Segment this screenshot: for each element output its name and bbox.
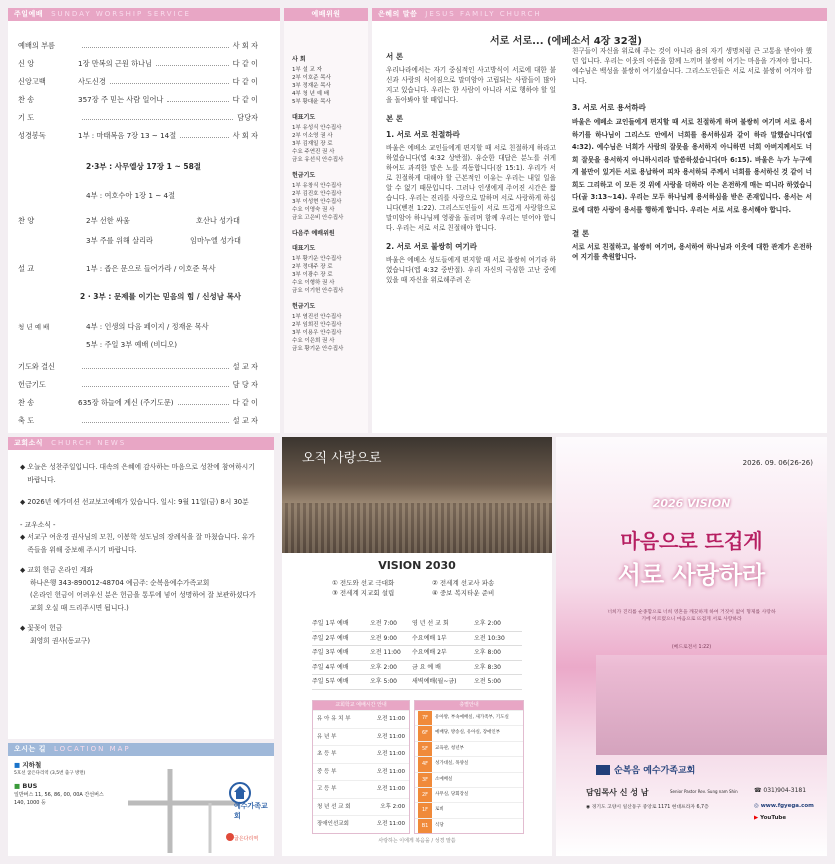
dot-leader <box>82 361 229 369</box>
floor-number: 5F <box>418 742 432 756</box>
choir-3: 3부 주를 위해 살리라 <box>86 236 153 245</box>
point-3-heading: 3. 서로 서로 용서하라 <box>572 103 646 112</box>
schedule-cell: 오후 5:00 <box>370 678 397 685</box>
committee-member: 1부 유창식 안수집사 <box>292 183 342 189</box>
order-item: 찬 송 <box>18 398 35 407</box>
committee-member: 1부 설 교 자 <box>292 67 322 73</box>
floor-number: 1F <box>418 803 432 817</box>
committee-member: 2부 김진호 안수집사 <box>292 191 342 197</box>
intro-heading: 서 론 <box>386 52 404 61</box>
order-row <box>18 58 258 69</box>
photo-banner: 오직 사랑으로 <box>302 451 382 466</box>
dot-leader <box>167 94 228 102</box>
worship-header: 주일예배 SUNDAY WORSHIP SERVICE <box>8 8 280 21</box>
cover-verse-ref: (베드로전서 1:22) <box>671 645 712 650</box>
reading-4: 4부 : 여호수아 1장 1 ~ 4절 <box>86 191 176 200</box>
committee-member: 금요 이기헌 안수집사 <box>292 288 344 294</box>
schedule-cell: 오후 2:00 <box>474 620 501 627</box>
committee-member: 2부 이호준 목사 <box>292 75 331 81</box>
committee-member: 1부 염진선 안수집사 <box>292 314 342 320</box>
floor-desc: 교육관, 청년부 <box>435 745 464 751</box>
edu-row <box>313 710 409 728</box>
dot-leader <box>180 130 228 138</box>
committee-member: 3부 이광수 장 로 <box>292 272 333 278</box>
subway-icon: ■ <box>14 761 23 769</box>
edu-row <box>313 745 409 763</box>
dot-leader <box>110 76 229 84</box>
news-item: ◆ 2026년 예가미션 선교보고예배가 있습니다. 일시: 9월 11일(금) 8시 30분 <box>20 498 249 506</box>
location-icon: ◉ <box>586 805 592 810</box>
order-leader: 사 회 자 <box>232 41 258 50</box>
pastor-name-en: Senior Pastor Rev. Sung nam Shin <box>670 789 738 794</box>
worship-panel <box>8 8 280 433</box>
schedule-row <box>312 632 522 647</box>
order-item: 성경봉독 <box>18 131 46 140</box>
reading-2-3: 2·3부 : 사무엘상 17장 1 ~ 58절 <box>86 162 202 171</box>
flower-title: ◆ 꽃꽂이 헌금 <box>20 624 63 632</box>
floor-number: 7F <box>418 711 432 725</box>
order-detail: 1장 만복의 근원 하나님 <box>78 59 152 68</box>
schedule-table <box>312 617 522 690</box>
edu-row <box>313 798 409 816</box>
committee-member: 금요 고은비 안수집사 <box>292 215 344 221</box>
choir-2-name: 호산나 성가대 <box>196 216 240 225</box>
intro-text: 우리나라에서는 자기 중심적인 사고방식이 서로에 대한 불신과 사랑의 식어짐으로 말미암아 고립되는 사람들이 많아지고 있습니다. 우리는 한 사람이 아니라 서로 행하야 할 일을 돌아봐야 할 때입니다. <box>386 66 556 104</box>
order-row <box>18 361 258 372</box>
edu-table <box>312 700 410 834</box>
point-2-cont: 친구들이 자신을 위로해 주는 것이 아니라 욥의 자기 생명처럼 큰 고통을 받아야 했던 입니다. 우리는 이웃의 아픔을 함께 느끼며 불쌍히 여기는 마음을 가져야 합니다. 예수님은 백성을 불쌍히 여기셨습니다. 그리스도인들은 서로 서로 불쌍히 여겨야 합니다. <box>572 47 812 85</box>
map-panel <box>8 743 274 856</box>
schedule-row <box>312 661 522 676</box>
order-row <box>18 40 258 51</box>
floor-row <box>415 710 523 725</box>
committee-section-title: 대표기도 <box>292 245 316 252</box>
order-row <box>18 130 258 141</box>
committee-member: 금요 유선식 안수집사 <box>292 157 344 163</box>
account-title: ◆ 교회 헌금 온라인 계좌 <box>20 566 93 574</box>
committee-member: 4부 청 년 예 배 <box>292 91 330 97</box>
order-leader: 다 같 이 <box>232 59 258 68</box>
order-row <box>18 397 258 408</box>
schedule-cell: 오전 9:00 <box>370 634 397 642</box>
condolence-title: - 교우소식 - <box>20 520 56 529</box>
committee-member: 수요 이영숙 권 사 <box>292 207 335 213</box>
floor-row <box>415 772 523 787</box>
schedule-cell: 오전 11:00 <box>370 649 401 656</box>
edu-row <box>313 780 409 798</box>
floor-desc: 소예배실 <box>435 776 453 782</box>
subway-detail: 5호선 굽은다리역 (3,5번 출구 방면) <box>14 770 86 776</box>
map-header: 오시는 길 LOCATION MAP <box>8 743 274 756</box>
youtube-link[interactable]: ▶ YouTube <box>754 815 787 821</box>
schedule-cell: 주일 3부 예배 <box>312 649 349 656</box>
floor-desc: 사무실, 당회장실 <box>435 792 469 798</box>
committee-list <box>292 48 366 353</box>
floor-table <box>414 700 524 834</box>
choir-3-name: 임마누엘 성가대 <box>190 236 241 245</box>
schedule-row <box>312 675 522 690</box>
floor-desc: 식당 <box>435 822 444 828</box>
flower-donor: 최영희 권사(동교구) <box>30 636 90 645</box>
order-leader: 다 같 이 <box>232 95 258 104</box>
order-leader: 사 회 자 <box>232 131 258 140</box>
edu-time: 오전 11:00 <box>376 716 405 722</box>
edu-dept: 고 등 부 <box>317 786 337 792</box>
floor-number: 6F <box>418 726 432 740</box>
news-header: 교회소식 CHURCH NEWS <box>8 437 274 450</box>
cover-panel <box>556 437 827 856</box>
subway-exit-icon <box>226 833 234 841</box>
order-item: 기도와 결신 <box>18 362 56 371</box>
news-panel <box>8 437 274 739</box>
edu-time: 오후 2:00 <box>380 803 405 810</box>
floor-number: 4F <box>418 757 432 771</box>
floor-row <box>415 802 523 817</box>
conclusion-text: 서로 서로 친절하고, 불쌍히 여기며, 용서하여 하나님과 이웃에 대한 관계가 온전하여 지기를 축원합니다. <box>572 243 812 261</box>
congregation-photo <box>282 437 552 553</box>
dot-leader <box>82 415 229 423</box>
schedule-cell: 오전 7:00 <box>370 620 397 627</box>
order-item: 헌금기도 <box>18 380 46 389</box>
order-row <box>18 112 258 123</box>
phone: ☎ 031)904-3181 <box>754 787 807 794</box>
schedule-cell: 주일 1부 예배 <box>312 620 349 627</box>
edu-time: 오전 11:00 <box>376 733 405 740</box>
slogan-line-2: 서로 사랑하라 <box>617 560 766 589</box>
order-row <box>18 379 258 390</box>
address: ◉ 경기도 고양시 일산동구 중앙로 1171 현대프라자 6,7층 <box>586 805 709 810</box>
committee-member: 5부 황대윤 목사 <box>292 99 331 105</box>
youtube-icon: ▶ <box>754 815 761 821</box>
floor-title: 층별안내 <box>415 701 523 710</box>
schedule-cell: 수요예배 1부 <box>412 634 447 642</box>
account-note: (온라인 헌금이 어려우신 분은 헌금을 통투에 넣어 성명하여 잘 보관하셨다가 교회 오실 때 드리주시면 됩니다.) <box>30 591 256 612</box>
floor-desc: 유아방, 부속예배실, 새가족부, 기도실 <box>435 715 509 720</box>
order-detail: 357장 주 믿는 사람 일어나 <box>78 95 164 104</box>
committee-member: 3부 이성현 안수집사 <box>292 199 342 205</box>
edu-time: 오전 11:00 <box>376 786 405 792</box>
choir-label: 찬 양 <box>18 216 35 225</box>
bulletin-date: 2026. 09. 06(26-26) <box>742 459 813 467</box>
sermon-header: 은혜의 말씀 JESUS FAMILY CHURCH <box>372 8 827 21</box>
schedule-cell: 오후 8:00 <box>474 649 501 656</box>
floor-row <box>415 787 523 802</box>
order-leader: 설 교 자 <box>232 416 258 425</box>
dot-leader <box>82 40 229 48</box>
church-logo-icon <box>596 765 610 775</box>
account-info: 하나은행 343-890012-48704 예금주: 순복음예수가족교회 <box>30 578 210 587</box>
sermon-label: 설 교 <box>18 264 35 273</box>
cover-photo <box>596 655 827 755</box>
sermon-title: 서로 서로... (에베소서 4장 32절) <box>490 36 642 47</box>
edu-time: 오전 11:00 <box>376 768 405 775</box>
dot-leader <box>178 397 229 405</box>
committee-member: 3부 정재운 목사 <box>292 83 331 89</box>
schedule-cell: 영 년 선 교 회 <box>412 620 449 627</box>
floor-number: B1 <box>418 819 432 833</box>
edu-row <box>313 815 409 833</box>
news-list <box>20 461 260 647</box>
order-item: 축 도 <box>18 416 35 425</box>
order-item: 신앙고백 <box>18 77 46 86</box>
news-item: ◆ 오늘은 성찬주일입니다. 대속의 은혜에 감사하는 마음으로 성찬에 참여하시기 바랍니다. <box>20 463 255 484</box>
schedule-cell: 오후 2:00 <box>370 663 397 671</box>
committee-member: 2부 정대주 장 로 <box>292 264 333 270</box>
order-item: 찬 송 <box>18 95 35 104</box>
church-map-label: 예수가족교회 <box>234 802 268 820</box>
schedule-cell: 새벽예배(월~금) <box>412 678 457 685</box>
edu-dept: 청 년 선 교 회 <box>317 803 351 810</box>
order-leader: 담 당 자 <box>232 380 258 389</box>
bus-detail: 일반버스 11, 56, 86, 00, 00A 간선버스 140, 1000 등 <box>14 791 104 806</box>
sermon-1: 1부 : 좁은 문으로 들어가라 / 이호준 목사 <box>86 264 216 273</box>
point-2-heading: 2. 서로 서로 불쌍히 여기라 <box>386 242 477 251</box>
schedule-cell: 수요예배 2부 <box>412 649 447 656</box>
order-detail: 사도신경 <box>78 77 106 86</box>
vision-title: VISION 2030 <box>378 559 456 572</box>
committee-member: 수요 이은희 권 사 <box>292 338 335 344</box>
schedule-cell: 주일 5부 예배 <box>312 678 349 685</box>
dot-leader <box>82 379 229 387</box>
edu-dept: 유 아 유 치 부 <box>317 716 351 722</box>
edu-row <box>313 763 409 781</box>
committee-section-title: 헌금기도 <box>292 172 316 179</box>
committee-section-title: 헌금기도 <box>292 303 316 310</box>
order-detail: 635장 하늘에 계신 (주기도문) <box>78 398 174 407</box>
conclusion-heading: 결 론 <box>572 229 590 238</box>
website[interactable]: ◎ www.fgyega.com <box>754 803 814 809</box>
edu-time: 오전 11:00 <box>376 821 405 827</box>
pastor-name: 담임목사 신 성 남 <box>586 788 649 797</box>
order-leader: 다 같 이 <box>232 77 258 86</box>
order-item: 신 앙 <box>18 59 35 68</box>
church-logo: 순복음 예수가족교회 <box>596 763 695 776</box>
committee-member: 2부 임희진 안수집사 <box>292 322 342 328</box>
committee-panel <box>284 8 368 433</box>
youth-5: 5부 : 주일 3부 예배 (비디오) <box>86 340 178 349</box>
sermon-2-3: 2 · 3부 : 문제를 이기는 믿음의 힘 / 신성남 목사 <box>80 292 242 301</box>
schedule-cell: 주일 2부 예배 <box>312 634 349 642</box>
edu-time: 오전 11:00 <box>376 751 405 757</box>
edu-row <box>313 728 409 746</box>
committee-member: 1부 유성식 안수집사 <box>292 125 342 131</box>
floor-row <box>415 725 523 740</box>
committee-member: 3부 김재일 장 로 <box>292 141 333 147</box>
transit-info <box>14 761 114 807</box>
cover-verse: 너희가 진리를 순종함으로 너희 영혼을 깨끗하게 하여 거짓이 없이 형제를 사랑하기에 이르렀으니 마음으로 뜨겁게 서로 사랑하라 <box>607 610 776 622</box>
vision-year: 2026 VISION <box>652 497 731 510</box>
vision-footer: 사랑하는 이에게 복음을 / 성경 말씀 <box>378 838 456 844</box>
schedule-row <box>312 646 522 661</box>
order-row <box>18 94 258 105</box>
phone-icon: ☎ <box>754 787 764 794</box>
floor-row <box>415 756 523 771</box>
schedule-cell: 금 요 예 배 <box>412 663 441 671</box>
order-row <box>18 415 258 426</box>
point-1-heading: 1. 서로 서로 친절하라 <box>386 130 460 139</box>
floor-row <box>415 818 523 833</box>
choir-2: 2부 선한 싸움 <box>86 216 130 225</box>
floor-desc: 성가대실, 목양실 <box>435 761 469 767</box>
floor-desc: 예배당, 방송실, 유아실, 장애인부 <box>435 730 501 736</box>
edu-dept: 중 등 부 <box>317 768 337 775</box>
floor-desc: 로비 <box>435 807 444 813</box>
slogan-line-1: 마음으로 뜨겁게 <box>620 529 763 553</box>
committee-section-title: 다음주 예배위원 <box>292 230 335 237</box>
committee-member: 수요 이형하 권 사 <box>292 280 335 286</box>
committee-member: 3부 이용우 안수집사 <box>292 330 342 336</box>
edu-dept: 초 등 부 <box>317 751 337 757</box>
edu-title: 교회학교 예배시간 안내 <box>313 701 409 710</box>
floor-row <box>415 741 523 756</box>
sermon-col-1 <box>386 46 556 285</box>
schedule-cell: 오후 8:30 <box>474 663 501 671</box>
floor-number: 2F <box>418 788 432 802</box>
condolence-item: ◆ 서교구 여운경 권사님의 모친, 이봉학 성도님의 장례식을 잘 마쳤습니다. 유가족들을 위해 중보해 주시기 바랍니다. <box>20 533 255 554</box>
youth-label: 청 년 예 배 <box>18 323 50 331</box>
vision-panel <box>282 437 552 856</box>
vision-goals: ① 전도와 선교 극대화 ② 전세계 선교사 파송 ③ 전세계 지교회 설립 ④ 중보 복지타운 준비 <box>332 579 495 597</box>
order-row <box>18 76 258 87</box>
committee-section-title: 대표기도 <box>292 114 316 121</box>
body-heading: 본 론 <box>386 114 404 123</box>
order-leader: 담당자 <box>237 113 258 122</box>
dot-leader <box>156 58 229 66</box>
order-item: 기 도 <box>18 113 35 122</box>
schedule-row <box>312 617 522 632</box>
committee-member: 금요 황기운 안수집사 <box>292 346 344 352</box>
edu-dept: 유 년 부 <box>317 733 337 740</box>
sermon-panel <box>372 8 827 433</box>
schedule-cell: 주일 4부 예배 <box>312 663 349 671</box>
bus-label: ■ BUS <box>14 782 38 790</box>
worship-closing <box>18 361 258 433</box>
youth-4: 4부 : 인생의 다음 페이지 / 정재운 목사 <box>86 322 209 331</box>
sermon-col-2 <box>572 46 812 262</box>
order-leader: 다 같 이 <box>232 398 258 407</box>
order-detail: 1부 : 마태복음 7장 13 ~ 14절 <box>78 131 177 140</box>
schedule-cell: 오전 10:30 <box>474 634 505 642</box>
committee-member: 2부 이소영 권 사 <box>292 133 333 139</box>
bus-icon: ■ <box>14 782 23 790</box>
globe-icon: ◎ <box>754 803 761 809</box>
exit-map-label: 굽은다리역 <box>234 836 259 842</box>
point-2-text: 바울은 에베소 성도들에게 편지할 때 서로 불쌍히 여기라 하였습니다(엡 4:32 중반절). 우리 자신의 극심한 고난 중에 있을 때 자신을 위로해주려 온 <box>386 256 556 284</box>
committee-section-title: 사 회 <box>292 56 306 63</box>
schedule-cell: 오전 5:00 <box>474 678 501 685</box>
point-3-text: 바울은 에베소 교인들에게 편지할 때 서로 친절하게 하며 불쌍히 여기며 서로 용서하기를 하나님이 그리스도 안에서 너희를 용서하심과 같이 하라 말했습니다(엡 4:32). 예수님은 너희가 사람의 잘못을 용서하지 아니하면 너희 아버지께서도 너희 잘못을 용서하지 아니하시리라 말씀하셨습니다(마 6:15). 바울은 누가 누구에게 불만이 있거든 서로 용납하여 피차 용서하되 주께서 너희를 용서하신 것 같이 너희도 그리하고 이 모든 것 위에 사랑을 더하라 이는 온전하게 매는 띠니라 하였습니다(골 3:13~14). 우리는 모두 하나님께 용서하심을 받은 존재입니다. 용서는 서로에 대한 사랑이 용서를 행하게 합니다. 우리는 서로 서로 용서해야 합니다. <box>572 118 812 214</box>
point-1-text: 바울은 에베소 교인들에게 편지할 때 서로 친절하게 하라고 하였습니다(엡 4:32 상반절). 유순한 대답은 분노를 쉬게 하여도 과격한 말은 노를 격동합니다(잠 15:1). 우리가 서로 친절하게 대해야 할 근본적인 이유는 우리는 내일 일을 알 수 없기 때문입니다. 그러나 인생에게 주어진 시간은 짧습니다. 우리는 진리를 사랑으로 말하며 서로 사랑하게 하십니다(벧전 1:22). 그리스도인들이 서로 뜨겁게 사랑함으로 말미암아 하나님께 영광을 돌리며 함께 우리는 믿어야 합니다. 우리는 서로 서로 친절해야 합니다. <box>386 144 556 232</box>
order-leader: 설 교 자 <box>232 362 258 371</box>
worship-order <box>18 40 258 148</box>
committee-member: 1부 황기운 안수집사 <box>292 256 342 262</box>
edu-dept: 장애인선교회 <box>317 821 349 827</box>
dot-leader <box>82 112 233 120</box>
subway-label: ■ 지하철 <box>14 761 42 769</box>
committee-header: 예배위원 <box>284 8 368 21</box>
order-item: 예배의 부름 <box>18 41 56 50</box>
committee-member: 수요 주연진 권 사 <box>292 149 335 155</box>
floor-number: 3F <box>418 773 432 787</box>
